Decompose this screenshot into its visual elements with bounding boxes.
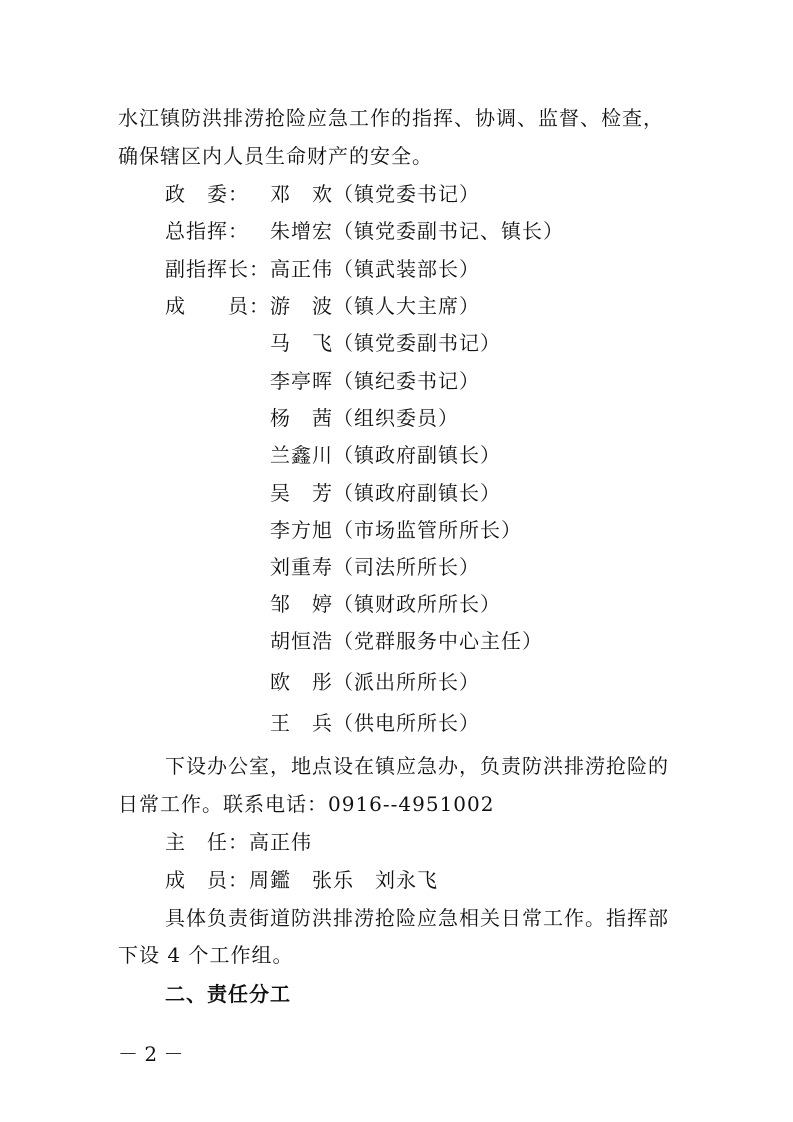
paragraph-line: 下设办公室，地点设在镇应急办，负责防洪排涝抢险的: [165, 754, 669, 778]
roster-member: 王 兵（供电所所长）: [270, 711, 480, 735]
section-heading: 二、责任分工: [165, 982, 291, 1006]
roster-member: 马 飞（镇党委副书记）: [270, 331, 501, 355]
paragraph-line: 确保辖区内人员生命财产的安全。: [118, 144, 433, 168]
roster-role: 总指挥：: [165, 219, 249, 243]
roster-member: 李亭晖（镇纪委书记）: [270, 369, 480, 393]
roster-member: 邹 婷（镇财政所所长）: [270, 592, 501, 616]
roster-member: 胡恒浩（党群服务中心主任）: [270, 629, 543, 653]
paragraph-line: 日常工作。联系电话：0916--4951002: [118, 792, 495, 816]
office-director: 主 任：高正伟: [165, 830, 312, 854]
paragraph-line: 具体负责街道防洪排涝抢险应急相关日常工作。指挥部: [165, 906, 669, 930]
roster-member: 高正伟（镇武装部长）: [270, 257, 480, 281]
roster-member: 刘重寿（司法所所长）: [270, 555, 480, 579]
paragraph-line: 水江镇防洪排涝抢险应急工作的指挥、协调、监督、检查，: [118, 106, 664, 130]
roster-member: 李方旭（市场监管所所长）: [270, 518, 522, 542]
roster-member: 欧 彤（派出所所长）: [270, 670, 480, 694]
roster-member: 朱增宏（镇党委副书记、镇长）: [270, 219, 564, 243]
roster-member: 吴 芳（镇政府副镇长）: [270, 481, 501, 505]
roster-member: 邓 欢（镇党委书记）: [270, 182, 480, 206]
office-members: 成 员：周鑑 张乐 刘永飞: [165, 868, 438, 892]
roster-role: 政 委：: [165, 182, 249, 206]
paragraph-line: 下设 4 个工作组。: [118, 943, 294, 967]
roster-role: 成 员：: [165, 294, 270, 318]
roster-member: 游 波（镇人大主席）: [270, 294, 480, 318]
roster-member: 兰鑫川（镇政府副镇长）: [270, 443, 501, 467]
roster-role: 副指挥长：: [165, 257, 270, 281]
roster-member: 杨 茜（组织委员）: [270, 406, 459, 430]
page-number: － 2 －: [118, 1042, 184, 1066]
